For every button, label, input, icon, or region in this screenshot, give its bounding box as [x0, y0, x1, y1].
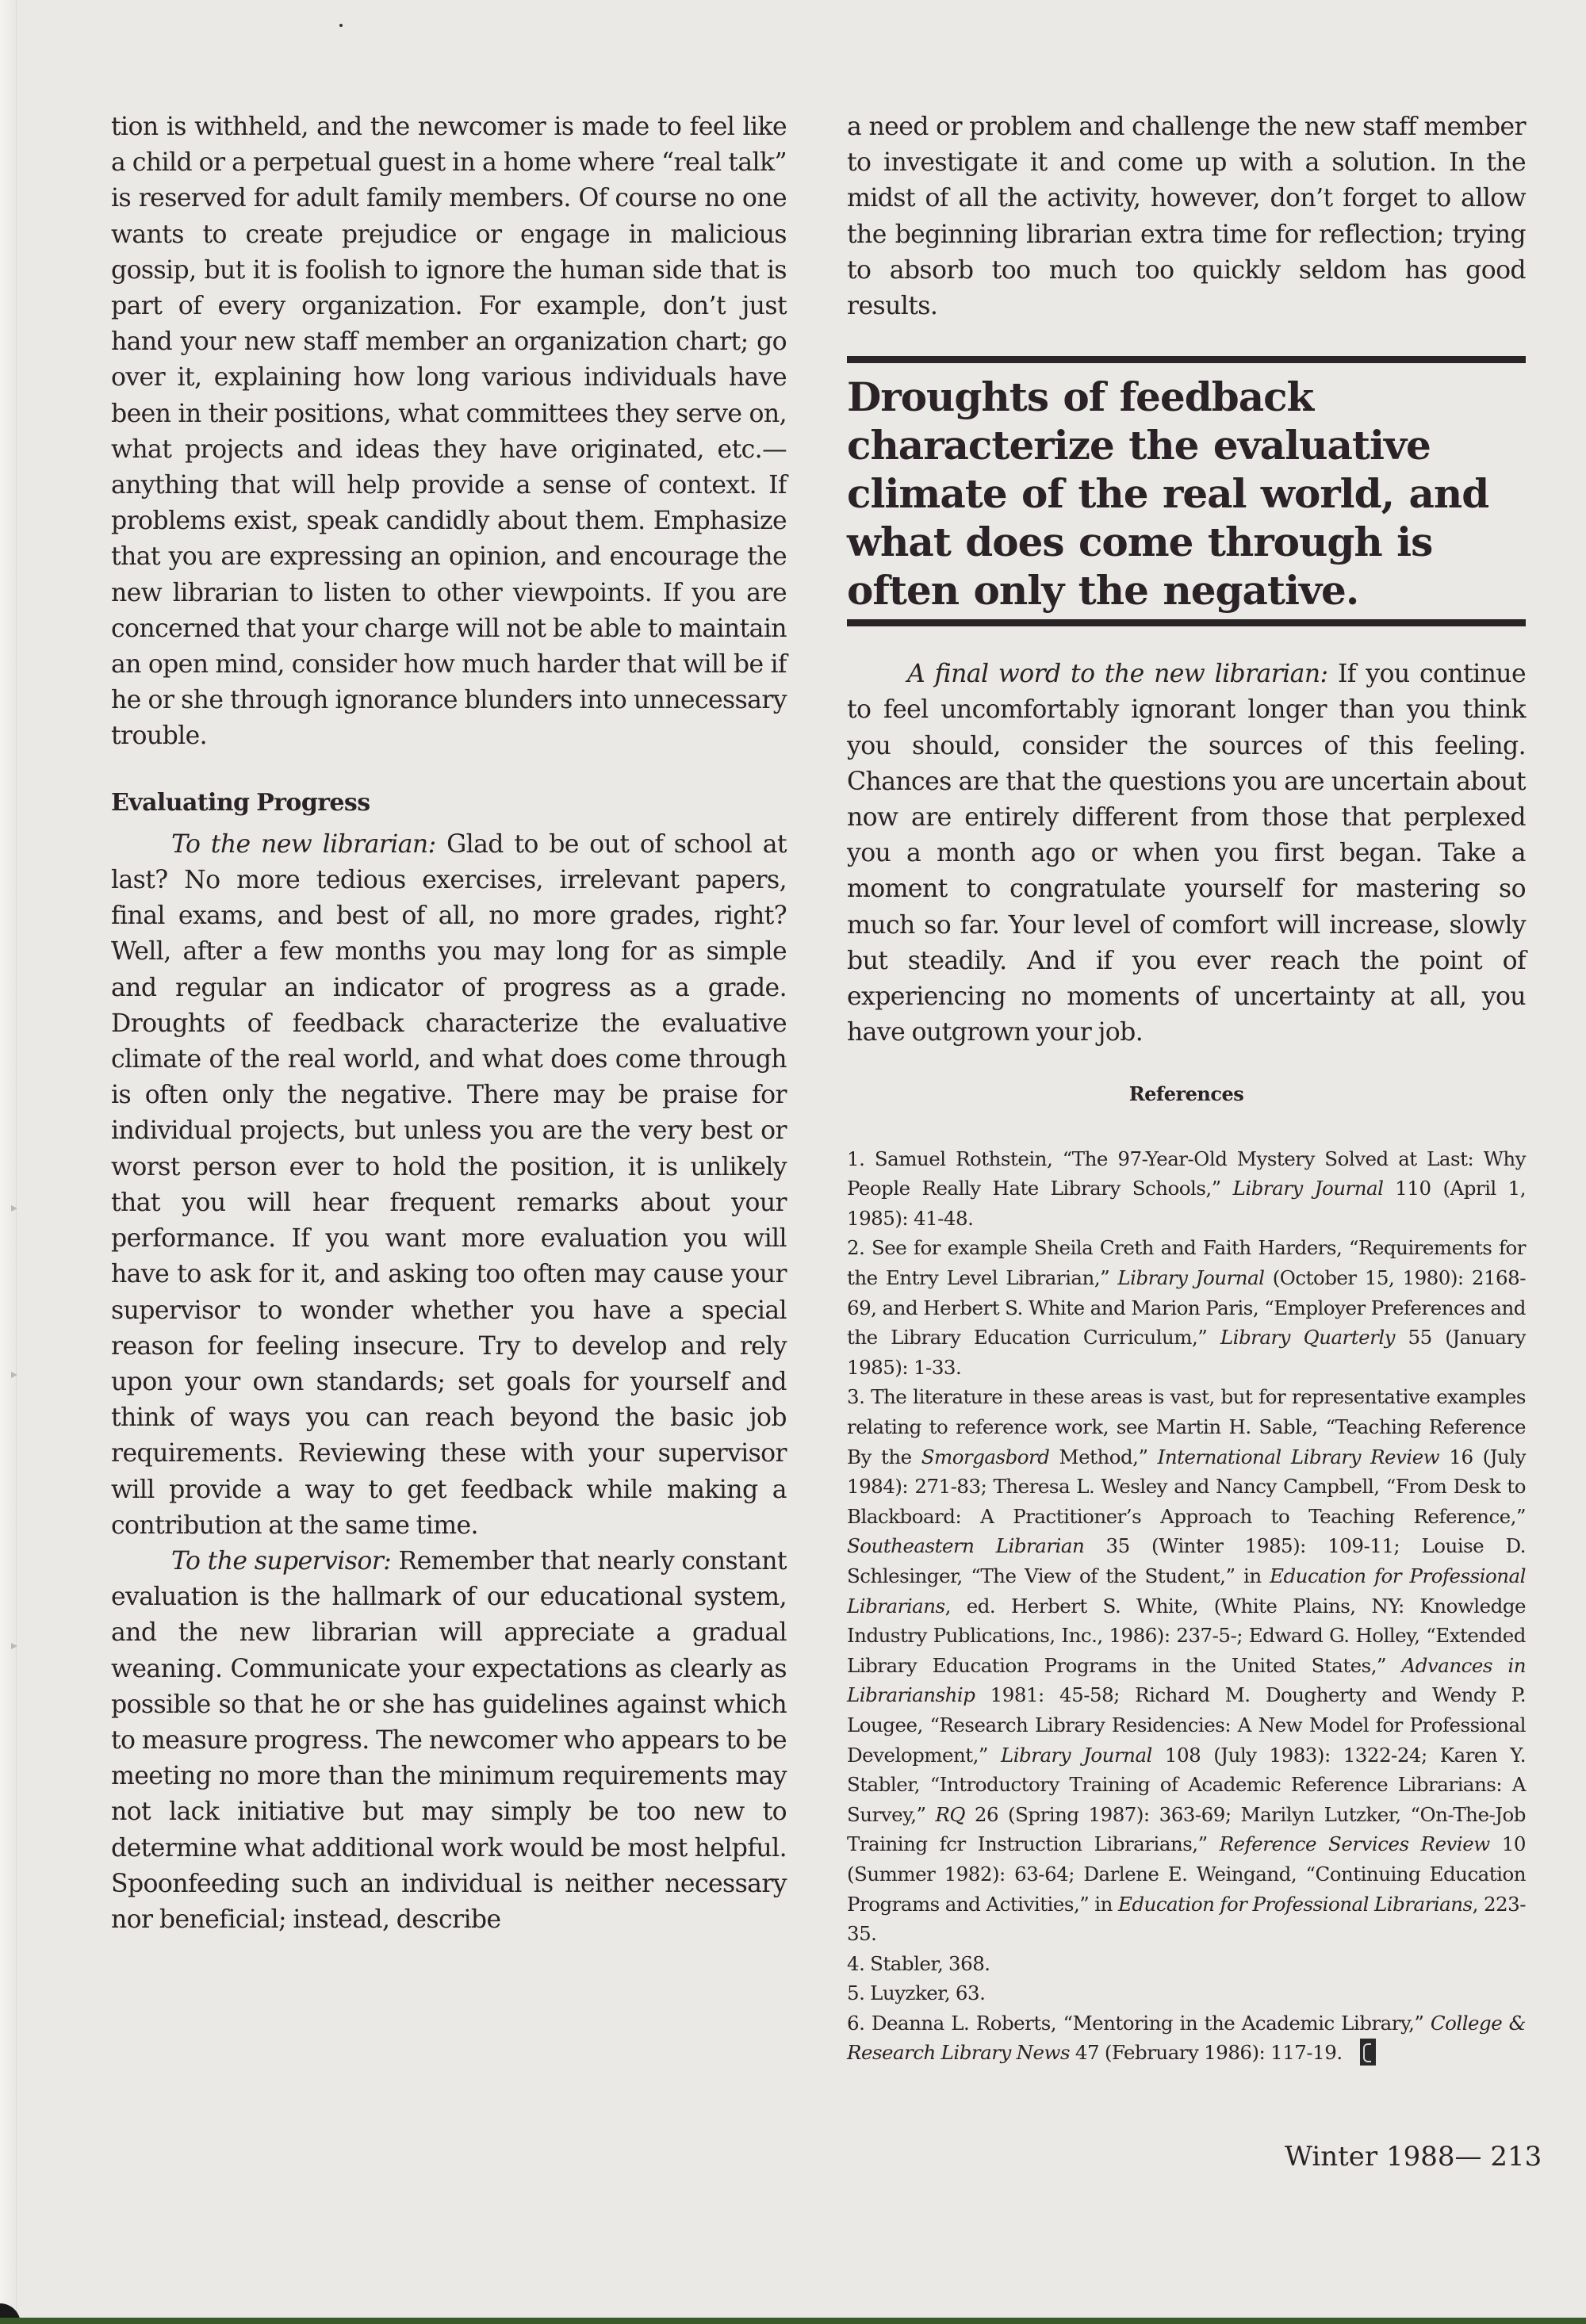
reference-item	[847, 1978, 1526, 2008]
references-list	[847, 1144, 1526, 2068]
binding-edge	[0, 0, 17, 2324]
ref-title: Smorgasbord	[921, 1445, 1050, 1468]
ref-text: 2. See for example Sheila Creth and Faith Harders, “Requirements for the Entry Level Librarian,”	[847, 1236, 1526, 1290]
ref-title: Education for Professional Librarians	[847, 1564, 1526, 1618]
paragraph-lead: To the supervisor:	[171, 1546, 392, 1575]
ref-title: Education for Professional Librarians	[1117, 1892, 1473, 1916]
ref-text: 26 (Spring 1987): 363-69; Marilyn Lutzker, “On-The-Job Training fcr Instruction Librarians,”	[847, 1802, 1526, 1856]
scan-bottom-edge	[0, 2318, 1586, 2324]
end-of-article-icon	[1360, 2039, 1376, 2066]
ref-title: Southeastern Librarian	[847, 1534, 1085, 1558]
ref-text: , ed. Herbert S. White, (White Plains, NY: Knowledge Industry Publications, Inc., 1986): 237-5-; Edward G. Holley, “Extended Library Education Programs in the United States,”	[847, 1594, 1526, 1677]
ref-title: College & Research Library News	[847, 2011, 1526, 2065]
ref-text: 10 (Summer 1982): 63-64; Darlene E. Weingand, “Continuing Education Programs and Activities,” in	[847, 1832, 1526, 1916]
reference-item	[847, 1949, 1526, 1979]
body-paragraph	[111, 827, 787, 1544]
ref-text: 4. Stabler, 368.	[847, 1951, 990, 1975]
ref-title: Reference Services Review	[1219, 1832, 1490, 1856]
staple-mark	[11, 1643, 17, 1649]
ref-text: Method,”	[1049, 1445, 1158, 1468]
body-paragraph	[111, 1544, 787, 1938]
ref-text: 35 (Winter 1985): 109-11; Louise D. Schlesinger, “The View of the Student,” in	[847, 1534, 1527, 1587]
reference-item	[847, 1233, 1526, 1382]
ref-text: 5. Luyzker, 63.	[847, 1981, 986, 2005]
paragraph-lead: A final word to the new librarian:	[907, 660, 1328, 689]
ref-title: Advances in Librarianship	[847, 1653, 1526, 1707]
paragraph-text: If you continue to feel uncomfortably ignorant longer than you think you should, consider the sources of this feeling. Chances are that the questions you are uncertain about now are entirely different from those that perplexed you a month ago or when you first began. Take a moment to congratulate yourself for mastering so much so far. Your level of comfort will increase, slowly but steadily. And if you ever reach the point of experiencing no moments of uncertainty at all, you have outgrown your job.	[847, 660, 1526, 1047]
staple-mark	[11, 1372, 17, 1378]
footer-separator: —	[1454, 2141, 1482, 2173]
ref-title: RQ	[935, 1802, 965, 1826]
page-footer	[1285, 2141, 1542, 2173]
ref-text: 108 (July 1983): 1322-24; Karen Y. Stabler, “Introductory Training of Academic Reference Librarians: A Survey,”	[847, 1743, 1526, 1826]
ref-text: (October 15, 1980): 2168-69, and Herbert S. White and Marion Paris, “Employer Preferences and the Library Education Curriculum,”	[847, 1266, 1527, 1350]
paragraph-text: Glad to be out of school at last? No more tedious exercises, irrelevant papers, final exams, and best of all, no more grades, right? Well, after a few months you may long for as simple and regular an indicator of progress as a grade. Droughts of feedback characterize the evaluative climate of the real world, and what does come through is often only the negative. There may be praise for individual projects, but unless you are the very best or worst person ever to hold the position, it is unlikely that you will hear frequent remarks about your performance. If you want more evaluation you will have to ask for it, and asking too often may cause your supervisor to wonder whether you have a special reason for feeling insecure. Try to develop and rely upon your own standards; set goals for yourself and think of ways you can reach beyond the basic job requirements. Reviewing these with your supervisor will provide a way to get feedback while making a contribution at the same time.	[111, 829, 787, 1540]
ref-text: 3. The literature in these areas is vast, but for representative examples relating to reference work, see Martin H. Sable, “Teaching Reference By the	[847, 1385, 1526, 1468]
ref-text: 16 (July 1984): 271-83; Theresa L. Wesley and Nancy Campbell, “From Desk to Blackboard: A Practitioner’s Approach to Teaching Reference,”	[847, 1445, 1526, 1528]
paragraph-lead: To the new librarian:	[171, 829, 436, 859]
ref-text: , 223-35.	[847, 1892, 1526, 1946]
section-heading: Evaluating Progress	[111, 788, 370, 817]
ref-title: Library Journal	[1000, 1743, 1152, 1767]
staple-mark	[11, 1205, 17, 1212]
ref-text: 110 (April 1, 1985): 41-48.	[847, 1177, 1527, 1230]
body-paragraph	[847, 657, 1526, 1051]
reference-item	[847, 1382, 1526, 1948]
ref-text: 47 (February 1986): 117-19.	[1070, 2041, 1343, 2065]
body-paragraph: a need or problem and challenge the new staff member to investigate it and come up with a solution. In the midst of all the activity, however, don’t forget to allow the beginning librarian extra time for reflection; trying to absorb too much too quickly seldom has good results.	[847, 113, 1526, 321]
ref-text: 6. Deanna L. Roberts, “Mentoring in the Academic Library,”	[847, 2011, 1431, 2035]
references-heading: References	[1128, 1082, 1244, 1106]
ref-text: 1981: 45-58; Richard M. Dougherty and Wendy P. Lougee, “Research Library Residencies: A New Model for Professional Development,”	[847, 1683, 1526, 1767]
reference-item	[847, 1144, 1526, 1234]
reference-item	[847, 2008, 1526, 2068]
pull-quote: Droughts of feedback characterize the evaluative climate of the real world, and what does come through is often only the negative.	[847, 356, 1526, 626]
scan-speck	[339, 24, 343, 27]
ref-text: 55 (January 1985): 1-33.	[847, 1326, 1526, 1379]
right-column	[847, 109, 1526, 2068]
ref-title: Library Journal	[1232, 1177, 1384, 1200]
ref-text: 1. Samuel Rothstein, “The 97-Year-Old Mystery Solved at Last: Why People Really Hate Library Schools,”	[847, 1147, 1526, 1200]
issue-label: Winter 1988	[1285, 2141, 1455, 2173]
ref-title: Library Quarterly	[1220, 1326, 1395, 1350]
ref-title: Library Journal	[1117, 1266, 1265, 1290]
left-column	[111, 109, 787, 1938]
body-paragraph: tion is withheld, and the newcomer is made to feel like a child or a perpetual guest in a home where “real talk” is reserved for adult family members. Of course no one wants to create prejudice or engage in malicious gossip, but it is foolish to ignore the human side that is part of every organization. For example, don’t just hand your new staff member an organization chart; go over it, explaining how long various individuals have been in their positions, what committees they serve on, what projects and ideas they have originated, etc.—anything that will help provide a sense of context. If problems exist, speak candidly about them. Emphasize that you are expressing an opinion, and encourage the new librarian to listen to other viewpoints. If you are concerned that your charge will not be able to maintain an open mind, consider how much harder that will be if he or she through ignorance blunders into unnecessary trouble.	[111, 113, 787, 751]
ref-title: International Library Review	[1157, 1445, 1440, 1468]
page-number: 213	[1490, 2141, 1542, 2173]
paragraph-text: Remember that nearly constant evaluation is the hallmark of our educational system, and the new librarian will appreciate a gradual weaning. Communicate your expectations as clearly as possible so that he or she has guidelines against which to measure progress. The newcomer who appears to be meeting no more than the minimum requirements may not lack initiative but may simply be too new to determine what additional work would be most helpful. Spoonfeeding such an individual is neither necessary nor beneficial; instead, describe	[111, 1546, 787, 1934]
